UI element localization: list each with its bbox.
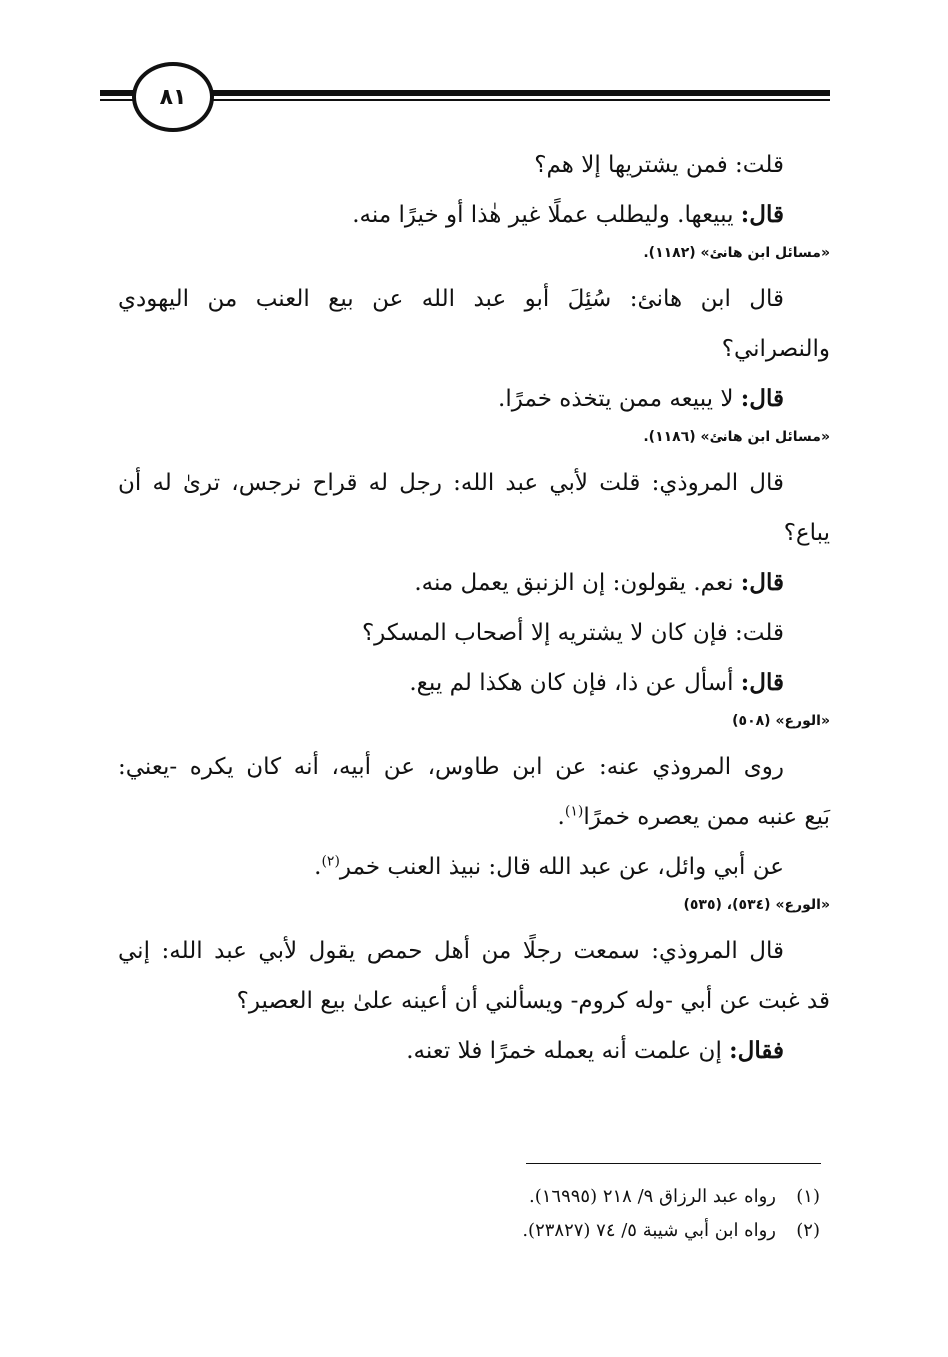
page-body	[118, 140, 830, 1076]
footnote-marker[interactable]: (١)	[564, 803, 584, 820]
paragraph-line	[118, 792, 830, 842]
paragraph-line: يباع؟	[783, 520, 830, 546]
line-text: فإن كان لا يشتريه إلا أصحاب المسكر؟	[361, 620, 736, 646]
line-end: .	[314, 854, 322, 880]
speaker-label: قال:	[740, 669, 784, 696]
speaker-label: قال:	[740, 385, 784, 412]
paragraph-line: روى المروذي عنه: عن ابن طاوس، عن أبيه، أنه كان يكره -يعني:	[118, 754, 784, 780]
footnote-number: (١)	[796, 1186, 820, 1207]
line-text: فمن يشتريها إلا هم؟	[534, 152, 736, 178]
speaker-label: فقال:	[729, 1037, 784, 1064]
paragraph-line: قال ابن هانئ: سُئِلَ أبو عبد الله عن بيع العنب من اليهودي	[118, 286, 784, 312]
dialogue-line	[118, 658, 830, 708]
paragraph-line: قال المروذي: قلت لأبي عبد الله: رجل له قراح نرجس، ترىٰ له أن	[118, 470, 784, 496]
page-number: ٨١	[159, 84, 187, 110]
dialogue-line	[118, 190, 830, 240]
line-text: لا يبيعه ممن يتخذه خمرًا.	[498, 386, 741, 412]
source-reference: «الورع» (٥٠٨)	[732, 713, 830, 729]
source-reference: «مسائل ابن هانئ» (١١٨٦).	[643, 429, 830, 445]
dialogue-line	[118, 1026, 830, 1076]
footnote-divider	[526, 1163, 821, 1164]
line-text: يبيعها. وليطلب عملًا غير هٰذا أو خيرًا منه.	[352, 202, 741, 228]
footnote-marker[interactable]: (٢)	[321, 853, 340, 870]
speaker-label: قلت:	[735, 152, 784, 178]
line-text: عن أبي وائل، عن عبد الله قال: نبيذ العنب خمر	[339, 854, 784, 880]
footnote-text: رواه عبد الرزاق ٩/ ٢١٨ (١٦٩٩٥).	[528, 1186, 776, 1207]
dialogue-line	[118, 374, 830, 424]
footnote-text: رواه ابن أبي شيبة ٥/ ٧٤ (٢٣٨٢٧).	[522, 1220, 776, 1241]
source-reference: «الورع» (٥٣٤)، (٥٣٥)	[683, 897, 830, 913]
line-text: أسأل عن ذا، فإن كان هكذا لم يبع.	[409, 670, 741, 696]
paragraph-line: قد غبت عن أبي -وله كروم- ويسألني أن أعينه علىٰ بيع العصير؟	[236, 988, 830, 1014]
footnote-item	[260, 1214, 820, 1248]
speaker-label: قال:	[740, 569, 784, 596]
footnote-number: (٢)	[796, 1220, 820, 1241]
page-number-badge	[132, 62, 214, 132]
speaker-label: قال:	[740, 201, 784, 228]
line-end: .	[557, 804, 565, 830]
page-header	[100, 62, 830, 132]
speaker-label: قلت:	[735, 620, 784, 646]
line-text: بَيع عنبه ممن يعصره خمرًا	[583, 804, 830, 830]
dialogue-line	[118, 140, 830, 190]
source-reference: «مسائل ابن هانئ» (١١٨٢).	[643, 245, 830, 261]
dialogue-line	[118, 608, 830, 658]
line-text: إن علمت أنه يعمله خمرًا فلا تعنه.	[406, 1038, 730, 1064]
footnote-item	[260, 1180, 820, 1214]
footnotes	[260, 1180, 820, 1248]
paragraph-line	[118, 842, 830, 892]
paragraph-line: قال المروذي: سمعت رجلًا من أهل حمص يقول لأبي عبد الله: إني	[118, 938, 784, 964]
line-text: نعم. يقولون: إن الزنبق يعمل منه.	[414, 570, 741, 596]
dialogue-line	[118, 558, 830, 608]
paragraph-line: والنصراني؟	[721, 336, 830, 362]
